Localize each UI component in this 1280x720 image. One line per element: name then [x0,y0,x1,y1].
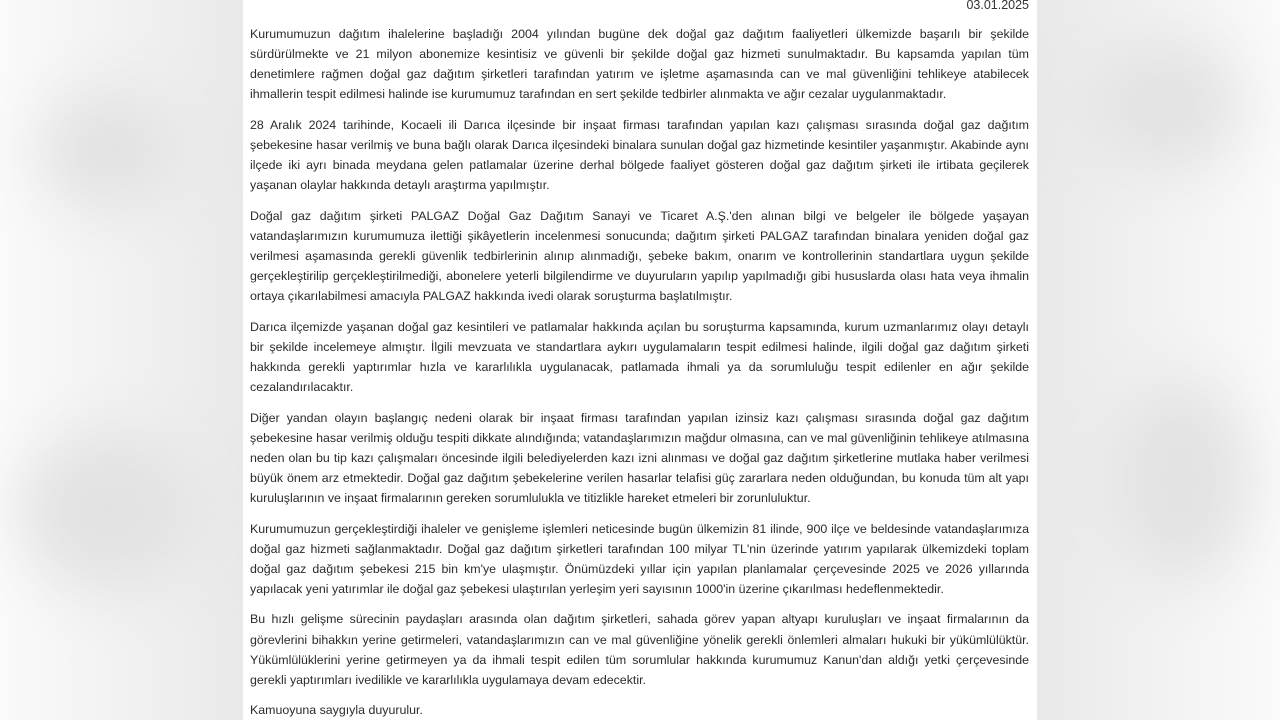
background-blob [20,430,200,590]
release-date: 03.01.2025 [966,0,1029,12]
press-release-body [250,24,1029,720]
paragraph: Diğer yandan olayın başlangıç nedeni olarak bir inşaat firması tarafından yapılan izinsiz kazı çalışması sırasında doğal gaz dağıtım şebekesine hasar verilmiş olduğu tespiti dikkate alındığında; vatandaşlarımızın mağdur olmasına, can ve mal güvenliğinin tehlikeye atılmasına neden olan bu tip kazı çalışmaları öncesinde ilgili belediyelerden kazı izni alınması ve doğal gaz dağıtım şirketlerine mutlaka haber verilmesi büyük önem arz etmektedir. Doğal gaz dağıtım şebekelerine verilen hasarlar telafisi güç zararlara neden olduğundan, bu konuda tüm alt yapı kuruluşlarının ve inşaat firmalarının gereken sorumlulukla ve titizlikle hareket etmeleri bir zorunluluktur. [250,410,1029,505]
paragraph: Kurumumuzun dağıtım ihalelerine başladığı 2004 yılından bugüne dek doğal gaz dağıtım faaliyetleri ülkemizde başarılı bir şekilde sürdürülmekte ve 21 milyon abonemize kesintisiz ve güvenli bir şekilde doğal gaz hizmeti sunulmaktadır. Bu kapsamda yapılan tüm denetimlere rağmen doğal gaz dağıtım şirketleri tarafından yatırım ve işletme aşamasında can ve mal güvenliğini tehlikeye atabilecek ihmallerin tespit edilmesi halinde ise kurumumuz tarafından en sert şekilde tedbirler alınmakta ve ağır cezalar uygulanmaktadır. [250,27,1029,102]
background-blob [40,90,180,210]
background-blob [1110,380,1250,580]
press-release-page [243,0,1037,720]
background-blob [1090,40,1240,170]
paragraph: Doğal gaz dağıtım şirketi PALGAZ Doğal Gaz Dağıtım Sanayi ve Ticaret A.Ş.'den alınan bilgi ve belgeler ile bölgede yaşayan vatandaşlarımızın kurumumuza ilettiği şikâyetlerin incelenmesi sonucunda; dağıtım şirketi PALGAZ tarafından binalara yeniden doğal gaz verilmesi aşamasında gerekli güvenlik tedbirlerinin alınıp alınmadığı, şebeke bakım, onarım ve kontrollerinin standartlara uygun şekilde gerçekleştirilip gerçekleştirilmediği, abonelere yeterli bilgilendirme ve duyuruların yapılıp yapılmadığı gibi hususlarda olası hata veya ihmalin ortaya çıkarılabilmesi amacıyla PALGAZ hakkında ivedi olarak soruşturma başlatılmıştır. [250,208,1029,304]
closing-line: Kamuoyuna saygıyla duyurulur. [250,703,423,718]
paragraph: 28 Aralık 2024 tarihinde, Kocaeli ili Darıca ilçesinde bir inşaat firması tarafından yapılan kazı çalışması sırasında doğal gaz dağıtım şebekesine hasar verilmiş ve buna bağlı olarak Darıca ilçesindeki binalara sunulan doğal gaz hizmetinde kesintiler yaşanmıştır. Akabinde aynı ilçede iki ayrı binada meydana gelen patlamalar üzerine derhal bölgede faaliyet gösteren doğal gaz dağıtım şirketi ile irtibata geçilerek yaşanan olaylar hakkında detaylı araştırma yapılmıştır. [250,117,1029,193]
paragraph: Kurumumuzun gerçekleştirdiği ihaleler ve genişleme işlemleri neticesinde bugün ülkemizin 81 ilinde, 900 ilçe ve beldesinde vatandaşlarımıza doğal gaz hizmeti sağlanmaktadır. Doğal gaz dağıtım şirketleri tarafından 100 milyar TL'nin üzerinde yatırım yapılarak ülkemizdeki toplam doğal gaz dağıtım şebekesi 215 bin km'ye ulaşmıştır. Önümüzdeki yıllar için yapılan planlamalar çerçevesinde 2025 ve 2026 yıllarında yapılacak yeni yatırımlar ile doğal gaz şebekesi ulaştırılan yerleşim yeri sayısının 1000'in üzerine çıkarılması hedeflenmektedir. [250,521,1029,596]
paragraph: Darıca ilçemizde yaşanan doğal gaz kesintileri ve patlamalar hakkında açılan bu soruşturma kapsamında, kurum uzmanlarımız olayı detaylı bir şekilde incelemeye almıştır. İlgili mevzuata ve standartlara aykırı uygulamaların tespit edilmesi halinde, ilgili doğal gaz dağıtım şirketi hakkında gerekli yaptırımlar hızla ve kararlılıkla uygulanacak, patlamada ihmali ya da sorumluluğu tespit edilenler en ağır şekilde cezalandırılacaktır. [250,319,1029,394]
paragraph: Bu hızlı gelişme sürecinin paydaşları arasında olan dağıtım şirketleri, sahada görev yapan altyapı kuruluşları ve inşaat firmalarının da görevlerini bihakkın yerine getirmeleri, vatandaşlarımızın can ve mal güvenliğine yönelik gerekli önlemleri almaları hukuki bir yükümlülüktür. Yükümlülüklerini yerine getirmeyen ya da ihmali tespit edilen tüm sorumlular hakkında kurumumuz Kanun'dan aldığı yetki çerçevesinde gerekli yaptırımları ivedilikle ve kararlılıkla uygulamaya devam edecektir. [250,612,1029,687]
